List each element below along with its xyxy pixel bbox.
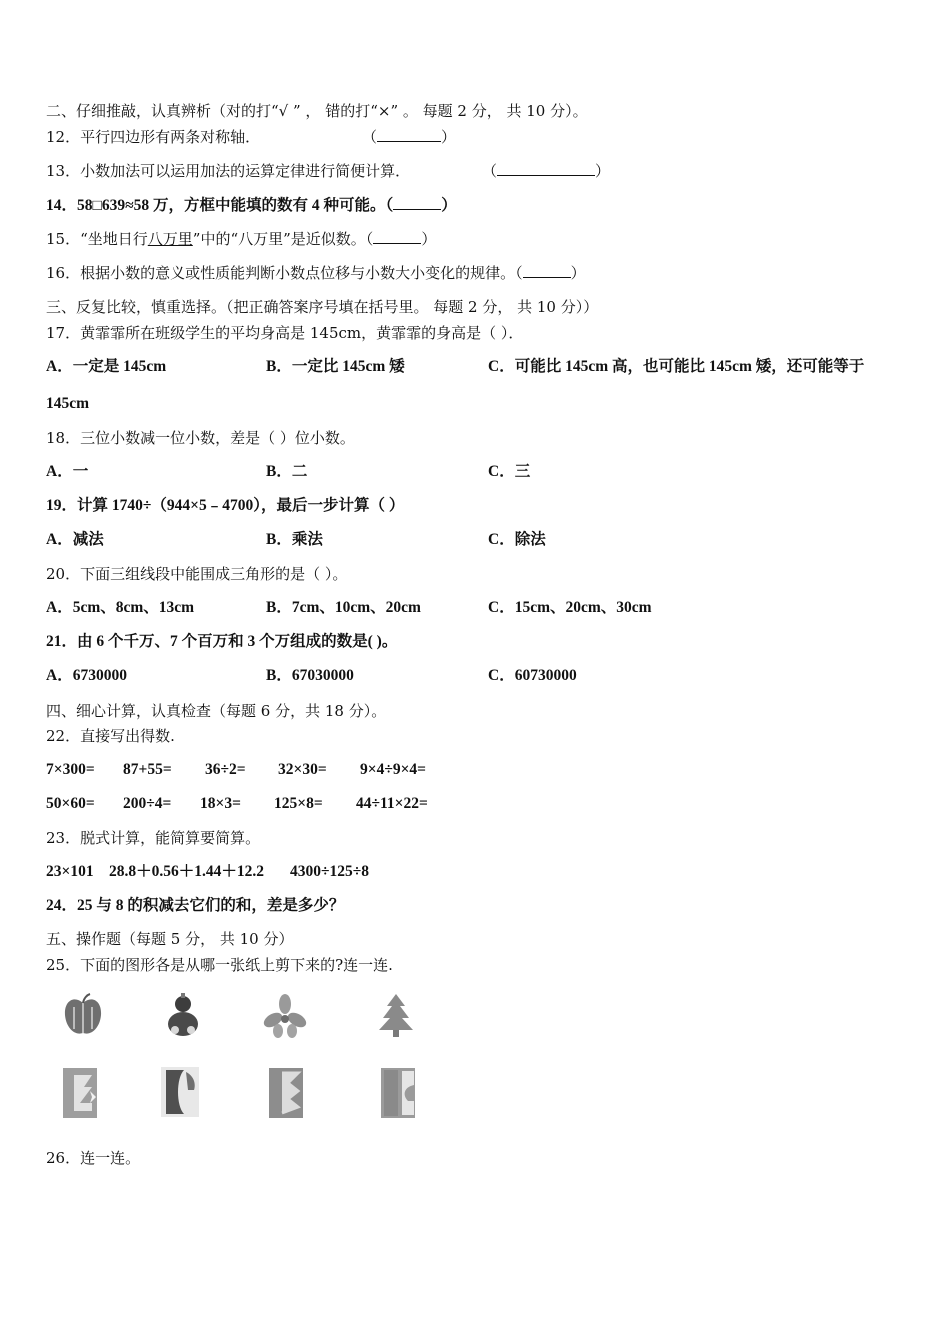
question-20-stem: 20．下面三组线段中能围成三角形的是（ ）。 bbox=[46, 565, 348, 583]
paren-close: ） bbox=[441, 128, 457, 146]
q21-option-c[interactable]: C．60730000 bbox=[488, 667, 577, 684]
blank-line bbox=[523, 263, 571, 278]
paren-close: ） bbox=[421, 230, 437, 248]
blank-line bbox=[393, 195, 441, 210]
question-16 bbox=[46, 263, 586, 283]
question-13 bbox=[46, 161, 611, 181]
calc-item: 200÷4= bbox=[123, 795, 172, 812]
blank-line bbox=[377, 127, 441, 142]
q15-text-post: ”中的“八万里”是近似数。 bbox=[192, 230, 366, 248]
q17-option-a[interactable]: A．一定是 145cm bbox=[46, 358, 167, 375]
q21-option-b[interactable]: B．67030000 bbox=[266, 667, 354, 684]
gourd-cutout-icon[interactable] bbox=[163, 992, 203, 1040]
q12-answer-blank[interactable] bbox=[362, 127, 456, 147]
calc-item: 32×30= bbox=[278, 761, 327, 778]
q16-text: 16．根据小数的意义或性质能判断小数点位移与小数大小变化的规律。 bbox=[46, 264, 516, 282]
paper-c-icon[interactable] bbox=[160, 1066, 200, 1118]
paren-open: （ bbox=[385, 197, 394, 214]
q18-option-b[interactable]: B．二 bbox=[266, 463, 308, 480]
q16-answer-blank[interactable] bbox=[515, 264, 586, 282]
q12-text: 12．平行四边形有两条对称轴． bbox=[46, 128, 261, 146]
q19-option-b[interactable]: B．乘法 bbox=[266, 531, 323, 548]
paren-close: ） bbox=[570, 264, 586, 282]
q17-option-b[interactable]: B．一定比 145cm 矮 bbox=[266, 358, 405, 375]
q23-expression: 23×101 bbox=[46, 863, 94, 880]
q20-option-c[interactable]: C．15cm、20cm、30cm bbox=[488, 599, 652, 616]
paper-e-arrow-icon[interactable] bbox=[62, 1067, 98, 1119]
question-19-stem: 19．计算 1740÷（944×5﹣4700），最后一步计算（ ） bbox=[46, 497, 405, 514]
calc-item: 87+55= bbox=[123, 761, 172, 778]
section3-header: 三、反复比较，慎重选择。（把正确答案序号填在括号里。 每题 2 分， 共 10 分）） bbox=[46, 298, 599, 316]
section2-header: 二、仔细推敲，认真辨析（对的打“√ ” ， 错的打“×” 。 每题 2 分， 共 10 分）。 bbox=[46, 102, 588, 120]
paper-e-notch-icon[interactable] bbox=[380, 1067, 416, 1119]
q18-option-c[interactable]: C．三 bbox=[488, 463, 531, 480]
section4-header: 四、细心计算，认真检查（每题 6 分，共 18 分）。 bbox=[46, 702, 387, 720]
q14-answer-blank[interactable] bbox=[386, 197, 457, 214]
calc-item: 9×4÷9×4= bbox=[360, 761, 427, 778]
section5-header: 五、操作题（每题 5 分， 共 10 分） bbox=[46, 930, 294, 948]
calc-item: 50×60= bbox=[46, 795, 95, 812]
paper-e-zigzag-icon[interactable] bbox=[268, 1067, 304, 1119]
calc-item: 44÷11×22= bbox=[356, 795, 428, 812]
question-24: 24．25 与 8 的积减去它们的和，差是多少？ bbox=[46, 897, 345, 914]
paren-open: （ bbox=[362, 128, 378, 146]
q23-expression: 4300÷125÷8 bbox=[290, 863, 370, 880]
q17-option-c-continued: 145cm bbox=[46, 395, 90, 412]
q21-option-a[interactable]: A．6730000 bbox=[46, 667, 127, 684]
calc-item: 18×3= bbox=[200, 795, 241, 812]
question-12 bbox=[46, 127, 457, 147]
apple-cutout-icon[interactable] bbox=[60, 993, 106, 1039]
q15-answer-blank[interactable] bbox=[366, 230, 437, 248]
q14-text: 14．58□639≈58 万，方框中能填的数有 4 种可能。 bbox=[46, 197, 386, 214]
calc-item: 36÷2= bbox=[205, 761, 246, 778]
question-26: 26．连一连。 bbox=[46, 1149, 141, 1167]
q18-option-a[interactable]: A．一 bbox=[46, 463, 89, 480]
flower-cutout-icon[interactable] bbox=[262, 994, 308, 1038]
q20-option-a[interactable]: A．5cm、8cm、13cm bbox=[46, 599, 195, 616]
calc-item: 125×8= bbox=[274, 795, 323, 812]
q13-answer-blank[interactable] bbox=[482, 161, 610, 181]
q13-text: 13．小数加法可以运用加法的运算定律进行简便计算． bbox=[46, 162, 411, 180]
blank-line bbox=[373, 229, 421, 244]
tree-cutout-icon[interactable] bbox=[374, 992, 418, 1038]
question-22: 22．直接写出得数. bbox=[46, 727, 175, 745]
blank-line bbox=[497, 161, 595, 176]
q15-text-pre: 15．“坐地日行 bbox=[46, 230, 148, 248]
question-15 bbox=[46, 229, 436, 249]
q19-option-c[interactable]: C．除法 bbox=[488, 531, 546, 548]
question-14 bbox=[46, 195, 457, 216]
question-21-stem: 21．由 6 个千万、7 个百万和 3 个万组成的数是( )。 bbox=[46, 633, 398, 650]
q19-option-a[interactable]: A．减法 bbox=[46, 531, 104, 548]
q15-underlined: 八万里 bbox=[147, 230, 193, 248]
q23-expression: 28.8＋0.56＋1.44＋12.2 bbox=[109, 863, 265, 880]
paren-close: ） bbox=[595, 162, 611, 180]
question-18-stem: 18．三位小数减一位小数，差是（ ）位小数。 bbox=[46, 429, 355, 447]
question-25: 25．下面的图形各是从哪一张纸上剪下来的?连一连. bbox=[46, 956, 393, 974]
paren-open: （ bbox=[515, 264, 523, 282]
calc-item: 7×300= bbox=[46, 761, 95, 778]
paren-open: （ bbox=[365, 230, 374, 248]
question-17-stem: 17．黄霏霏所在班级学生的平均身高是 145cm，黄霏霏的身高是（ ）． bbox=[46, 324, 524, 342]
paren-close: ） bbox=[441, 197, 457, 214]
paren-open: （ bbox=[482, 162, 498, 180]
q20-option-b[interactable]: B．7cm、10cm、20cm bbox=[266, 599, 421, 616]
q17-option-c[interactable]: C．可能比 145cm 高，也可能比 145cm 矮，还可能等于 bbox=[488, 358, 865, 375]
question-23: 23．脱式计算，能简算要简算。 bbox=[46, 829, 261, 847]
